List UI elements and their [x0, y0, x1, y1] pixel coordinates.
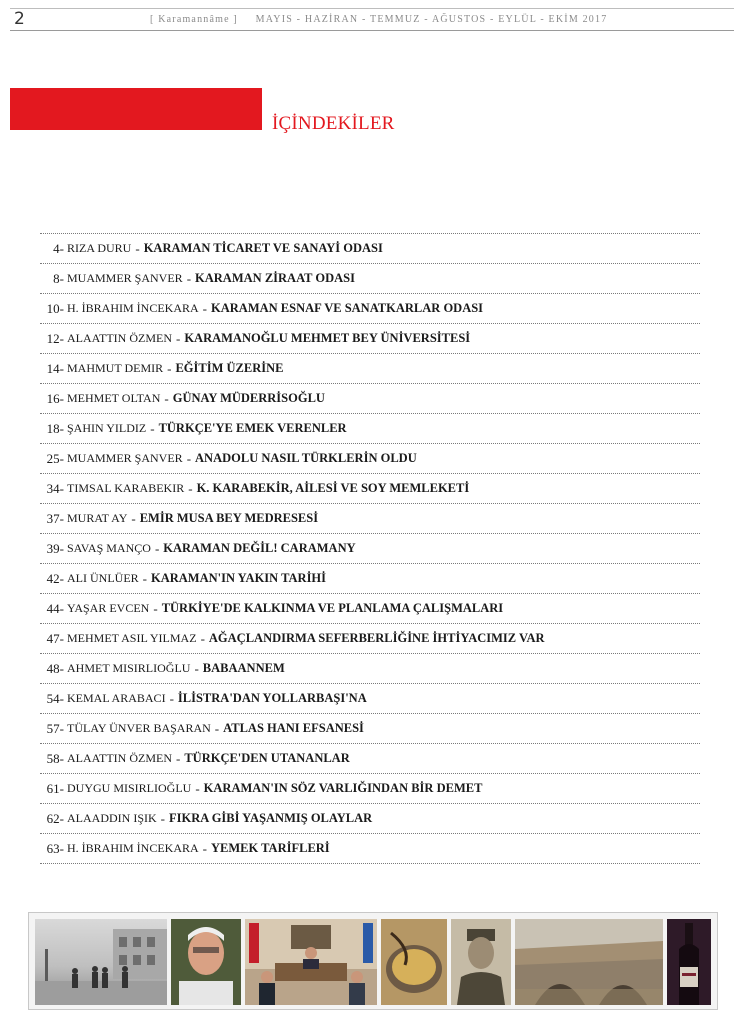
toc-entry [40, 354, 700, 384]
toc-page-number: 8- [53, 270, 64, 286]
toc-page-number: 47- [46, 630, 64, 646]
toc-entry [40, 264, 700, 294]
toc-separator: - [186, 270, 192, 286]
photo-strip [28, 912, 718, 1010]
toc-entry [40, 234, 700, 264]
toc-separator: - [169, 690, 174, 706]
toc-page-number: 16- [46, 390, 64, 406]
toc-entry [40, 384, 700, 414]
toc-page-number: 34- [46, 480, 64, 496]
toc-article-title: YEMEK TARİFLERİ [211, 841, 330, 855]
toc-page-number: 42- [46, 570, 64, 586]
toc-entry [40, 834, 700, 864]
toc-separator: - [175, 750, 181, 766]
toc-page-number: 10- [46, 300, 64, 316]
toc-separator: - [154, 540, 160, 556]
toc-author: AHMET MISIRLIOĞLU [67, 661, 191, 675]
toc-separator: - [164, 390, 169, 406]
toc-entry [40, 444, 700, 474]
toc-author: MUAMMER ŞANVER [67, 271, 183, 285]
toc-page-number: 62- [46, 810, 64, 826]
toc-article-title: KARAMAN'IN YAKIN TARİHİ [151, 571, 327, 585]
toc-page-number: 39- [46, 540, 64, 556]
toc-separator: - [202, 300, 208, 316]
toc-author: DUYGU MISIRLIOĞLU [67, 781, 192, 795]
toc-entry [40, 744, 700, 774]
toc-entry [40, 684, 700, 714]
toc-page-number: 4- [53, 240, 64, 256]
toc-article-title: TÜRKÇE'DEN UTANANLAR [184, 751, 350, 765]
toc-entry [40, 774, 700, 804]
magazine-name: [ Karamannâme ] [150, 14, 238, 25]
toc-author: MURAT AY [67, 511, 128, 525]
toc-author: KEMAL ARABACI [67, 691, 166, 705]
toc-separator: - [200, 630, 205, 646]
toc-page-number: 57- [46, 720, 64, 736]
toc-author: RIZA DURU [67, 241, 132, 255]
toc-entry [40, 504, 700, 534]
toc-author: ALI ÜNLÜER [67, 571, 139, 585]
toc-article-title: FIKRA GİBİ YAŞANMIŞ OLAYLAR [169, 811, 373, 825]
toc-article-title: GÜNAY MÜDERRİSOĞLU [172, 391, 325, 405]
toc-list [40, 233, 700, 864]
toc-author: ALAATTIN ÖZMEN [67, 331, 172, 345]
historic-street-photo [35, 919, 167, 1005]
toc-author: H. İBRAHIM İNCEKARA [67, 841, 199, 855]
toc-article-title: K. KARABEKİR, AİLESİ VE SOY MEMLEKETİ [196, 481, 470, 495]
toc-entry [40, 324, 700, 354]
toc-article-title: BABAANNEM [202, 661, 285, 675]
toc-entry [40, 624, 700, 654]
toc-entry [40, 714, 700, 744]
toc-separator: - [150, 420, 155, 436]
toc-separator: - [142, 570, 147, 586]
toc-author: ŞAHIN YILDIZ [67, 421, 147, 435]
toc-article-title: KARAMAN'IN SÖZ VARLIĞINDAN BİR DEMET [203, 781, 483, 795]
toc-author: TIMSAL KARABEKIR [67, 481, 185, 495]
page-number: 2 [14, 9, 25, 29]
toc-article-title: EMİR MUSA BEY MEDRESESİ [139, 511, 319, 525]
header-top-rule [10, 8, 734, 9]
stone-bridge-photo [515, 919, 663, 1005]
toc-page-number: 44- [46, 600, 64, 616]
toc-separator: - [131, 510, 136, 526]
toc-article-title: KARAMAN ZİRAAT ODASI [195, 271, 355, 285]
toc-author: H. İBRAHIM İNCEKARA [67, 301, 199, 315]
running-head [150, 14, 607, 25]
toc-article-title: EĞİTİM ÜZERİNE [175, 361, 284, 375]
toc-author: MUAMMER ŞANVER [67, 451, 183, 465]
toc-author: MEHMET ASIL YILMAZ [67, 631, 197, 645]
toc-separator: - [202, 840, 208, 856]
toc-article-title: AĞAÇLANDIRMA SEFERBERLİĞİNE İHTİYACIMIZ VAR [208, 631, 545, 645]
toc-article-title: KARAMAN TİCARET VE SANAYİ ODASI [143, 241, 383, 255]
portrait-photo [171, 919, 241, 1005]
toc-author: SAVAŞ MANÇO [67, 541, 151, 555]
issue-dates: MAYIS - HAZİRAN - TEMMUZ - AĞUSTOS - EYLÜL - EKİM 2017 [255, 14, 608, 25]
toc-separator: - [135, 240, 140, 256]
toc-entry [40, 414, 700, 444]
toc-separator: - [188, 480, 193, 496]
toc-page-number: 54- [46, 690, 64, 706]
toc-entry [40, 474, 700, 504]
toc-page-number: 37- [46, 510, 64, 526]
toc-separator: - [194, 660, 199, 676]
toc-article-title: KARAMAN ESNAF VE SANATKARLAR ODASI [211, 301, 484, 315]
wine-bottle-photo [667, 919, 711, 1005]
toc-page-number: 61- [46, 780, 64, 796]
toc-page-number: 14- [46, 360, 64, 376]
toc-separator: - [214, 720, 220, 736]
toc-page-number: 18- [46, 420, 64, 436]
toc-title: İÇİNDEKİLER [272, 113, 395, 134]
food-dish-photo [381, 919, 447, 1005]
toc-author: YAŞAR EVCEN [67, 601, 150, 615]
toc-entry [40, 564, 700, 594]
toc-article-title: TÜRKİYE'DE KALKINMA VE PLANLAMA ÇALIŞMALARI [161, 601, 504, 615]
officer-portrait-photo [451, 919, 511, 1005]
toc-separator: - [175, 330, 181, 346]
toc-separator: - [167, 360, 172, 376]
toc-author: MAHMUT DEMIR [67, 361, 164, 375]
toc-entry [40, 804, 700, 834]
toc-article-title: TÜRKÇE'YE EMEK VERENLER [158, 421, 347, 435]
red-title-bar [10, 88, 262, 130]
toc-author: TÜLAY ÜNVER BAŞARAN [67, 721, 211, 735]
toc-author: ALAADDIN IŞIK [67, 811, 157, 825]
toc-author: MEHMET OLTAN [67, 391, 161, 405]
toc-article-title: KARAMANOĞLU MEHMET BEY ÜNİVERSİTESİ [184, 331, 471, 345]
toc-entry [40, 534, 700, 564]
toc-author: ALAATTIN ÖZMEN [67, 751, 172, 765]
office-meeting-photo [245, 919, 377, 1005]
toc-article-title: ATLAS HANI EFSANESİ [223, 721, 364, 735]
toc-separator: - [153, 600, 158, 616]
toc-entry [40, 594, 700, 624]
toc-article-title: ANADOLU NASIL TÜRKLERİN OLDU [195, 451, 417, 465]
toc-page-number: 63- [46, 840, 64, 856]
toc-entry [40, 654, 700, 684]
toc-separator: - [186, 450, 192, 466]
toc-entry [40, 294, 700, 324]
toc-page-number: 48- [46, 660, 64, 676]
toc-article-title: KARAMAN DEĞİL! CARAMANY [163, 541, 356, 555]
toc-page-number: 25- [46, 450, 64, 466]
toc-separator: - [195, 780, 200, 796]
header-rule [10, 30, 734, 31]
toc-page-number: 58- [46, 750, 64, 766]
toc-separator: - [160, 810, 165, 826]
toc-page-number: 12- [46, 330, 64, 346]
toc-article-title: İLİSTRA'DAN YOLLARBAŞI'NA [177, 691, 367, 705]
